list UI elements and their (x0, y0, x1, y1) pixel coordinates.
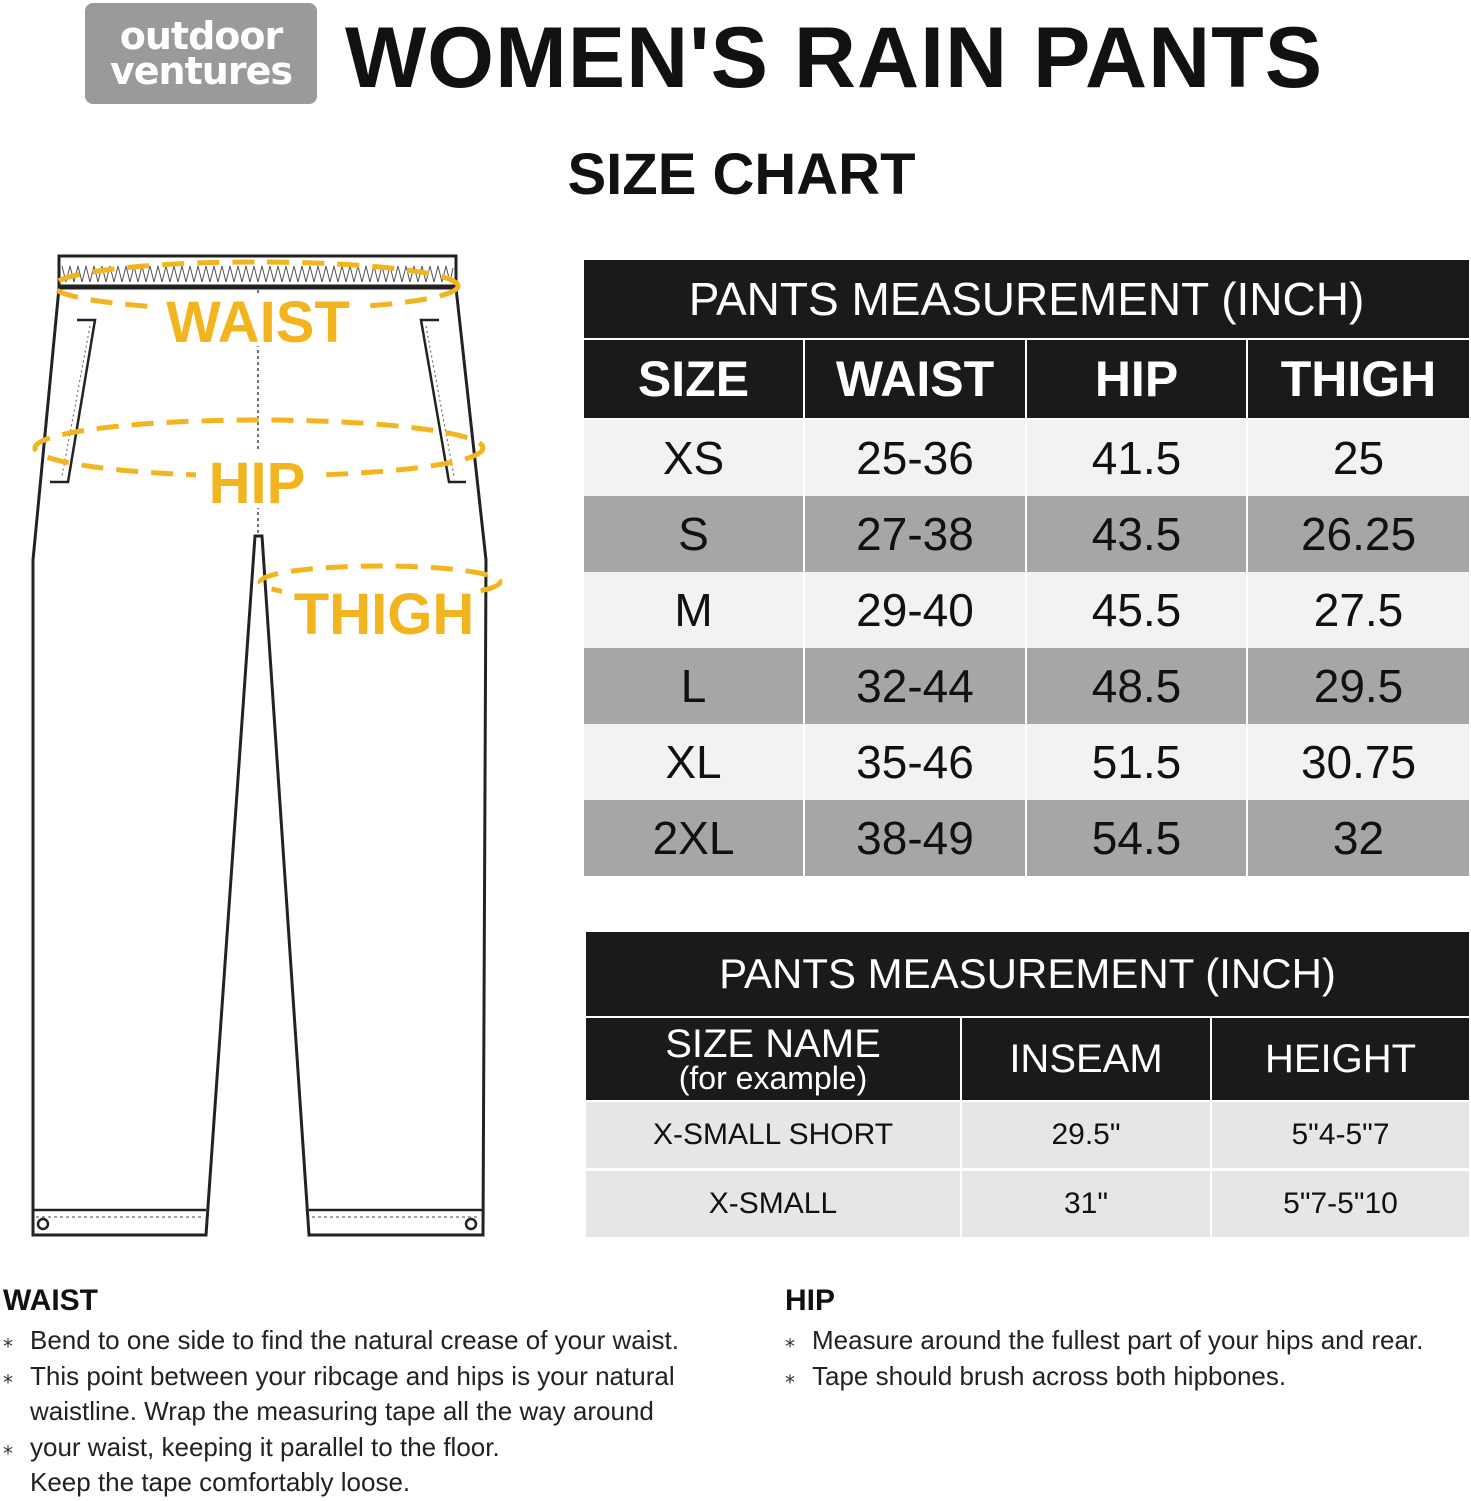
height-cell: 5"4-5"7 (1211, 1101, 1469, 1170)
inseam-table (586, 932, 1469, 1240)
table-title-row (586, 932, 1469, 1017)
hip-cell: 51.5 (1026, 724, 1247, 800)
table-row (586, 1101, 1469, 1170)
list-item: ⁎ Tape should brush across both hipbones. (785, 1359, 1471, 1395)
thigh-cell: 29.5 (1247, 648, 1469, 724)
hip-cell: 54.5 (1026, 800, 1247, 876)
table-row (584, 724, 1469, 800)
pants-diagram (0, 240, 560, 1250)
inseam-cell: 29.5" (961, 1101, 1211, 1170)
table-title-row (584, 260, 1469, 339)
col-header-size-name (586, 1017, 961, 1101)
left-hem-snap (38, 1219, 48, 1229)
table-row (584, 572, 1469, 648)
hip-label: HIP (208, 451, 306, 516)
page-title: WOMEN'S RAIN PANTS (345, 10, 1324, 106)
waist-label: WAIST (166, 290, 350, 355)
thigh-cell: 27.5 (1247, 572, 1469, 648)
thigh-cell: 26.25 (1247, 496, 1469, 572)
waist-note-heading: WAIST (3, 1284, 98, 1317)
size-cell: M (584, 572, 804, 648)
list-item: ⁎ This point between your ribcage and hips is your natural waistline. Wrap the measuring tape all the way around (3, 1359, 743, 1430)
col-header-inseam: INSEAM (961, 1017, 1211, 1101)
col-header-hip: HIP (1026, 339, 1247, 419)
thigh-cell: 32 (1247, 800, 1469, 876)
size-name-note: (for example) (678, 1060, 868, 1096)
right-hem-snap (466, 1219, 476, 1229)
size-cell: XL (584, 724, 804, 800)
waist-note-list (3, 1323, 743, 1501)
table-header-row (586, 1017, 1469, 1101)
hip-cell: 41.5 (1026, 419, 1247, 496)
table-row (584, 419, 1469, 496)
brand-logo (85, 3, 317, 104)
col-header-height: HEIGHT (1211, 1017, 1469, 1101)
table-row (586, 1170, 1469, 1239)
size-cell: S (584, 496, 804, 572)
size-cell: 2XL (584, 800, 804, 876)
inseam-table-title: PANTS MEASUREMENT (INCH) (586, 932, 1469, 1017)
hip-cell: 43.5 (1026, 496, 1247, 572)
hip-cell: 45.5 (1026, 572, 1247, 648)
waist-cell: 29-40 (804, 572, 1026, 648)
inseam-cell: 31" (961, 1170, 1211, 1239)
list-item: ⁎ your waist, keeping it parallel to the floor. Keep the tape comfortably loose. (3, 1430, 550, 1501)
size-cell: L (584, 648, 804, 724)
size-name-cell: X-SMALL SHORT (586, 1101, 961, 1170)
page-subtitle: SIZE CHART (567, 142, 916, 207)
size-cell: XS (584, 419, 804, 496)
list-item: ⁎ Bend to one side to find the natural crease of your waist. (3, 1323, 743, 1359)
pants-illustration (0, 240, 560, 1250)
table-row (584, 648, 1469, 724)
list-item: ⁎ Measure around the fullest part of your hips and rear. (785, 1323, 1471, 1359)
measurement-table-title: PANTS MEASUREMENT (INCH) (584, 260, 1469, 339)
col-header-thigh: THIGH (1247, 339, 1469, 419)
col-header-size: SIZE (584, 339, 804, 419)
table-row (584, 496, 1469, 572)
height-cell: 5"7-5"10 (1211, 1170, 1469, 1239)
logo-line-2: ventures (110, 48, 292, 93)
hip-cell: 48.5 (1026, 648, 1247, 724)
table-header-row (584, 339, 1469, 419)
waist-cell: 25-36 (804, 419, 1026, 496)
col-header-waist: WAIST (804, 339, 1026, 419)
measurement-table (584, 260, 1469, 876)
hip-note-list (785, 1323, 1471, 1394)
table-row (584, 800, 1469, 876)
thigh-cell: 25 (1247, 419, 1469, 496)
waist-cell: 38-49 (804, 800, 1026, 876)
thigh-cell: 30.75 (1247, 724, 1469, 800)
thigh-label: THIGH (293, 582, 475, 647)
size-name-label: SIZE NAME (665, 1022, 881, 1066)
waist-cell: 32-44 (804, 648, 1026, 724)
waist-cell: 35-46 (804, 724, 1026, 800)
hip-note-heading: HIP (785, 1284, 836, 1317)
waist-cell: 27-38 (804, 496, 1026, 572)
logo-line-1: outdoor (119, 14, 283, 59)
size-name-cell: X-SMALL (586, 1170, 961, 1239)
